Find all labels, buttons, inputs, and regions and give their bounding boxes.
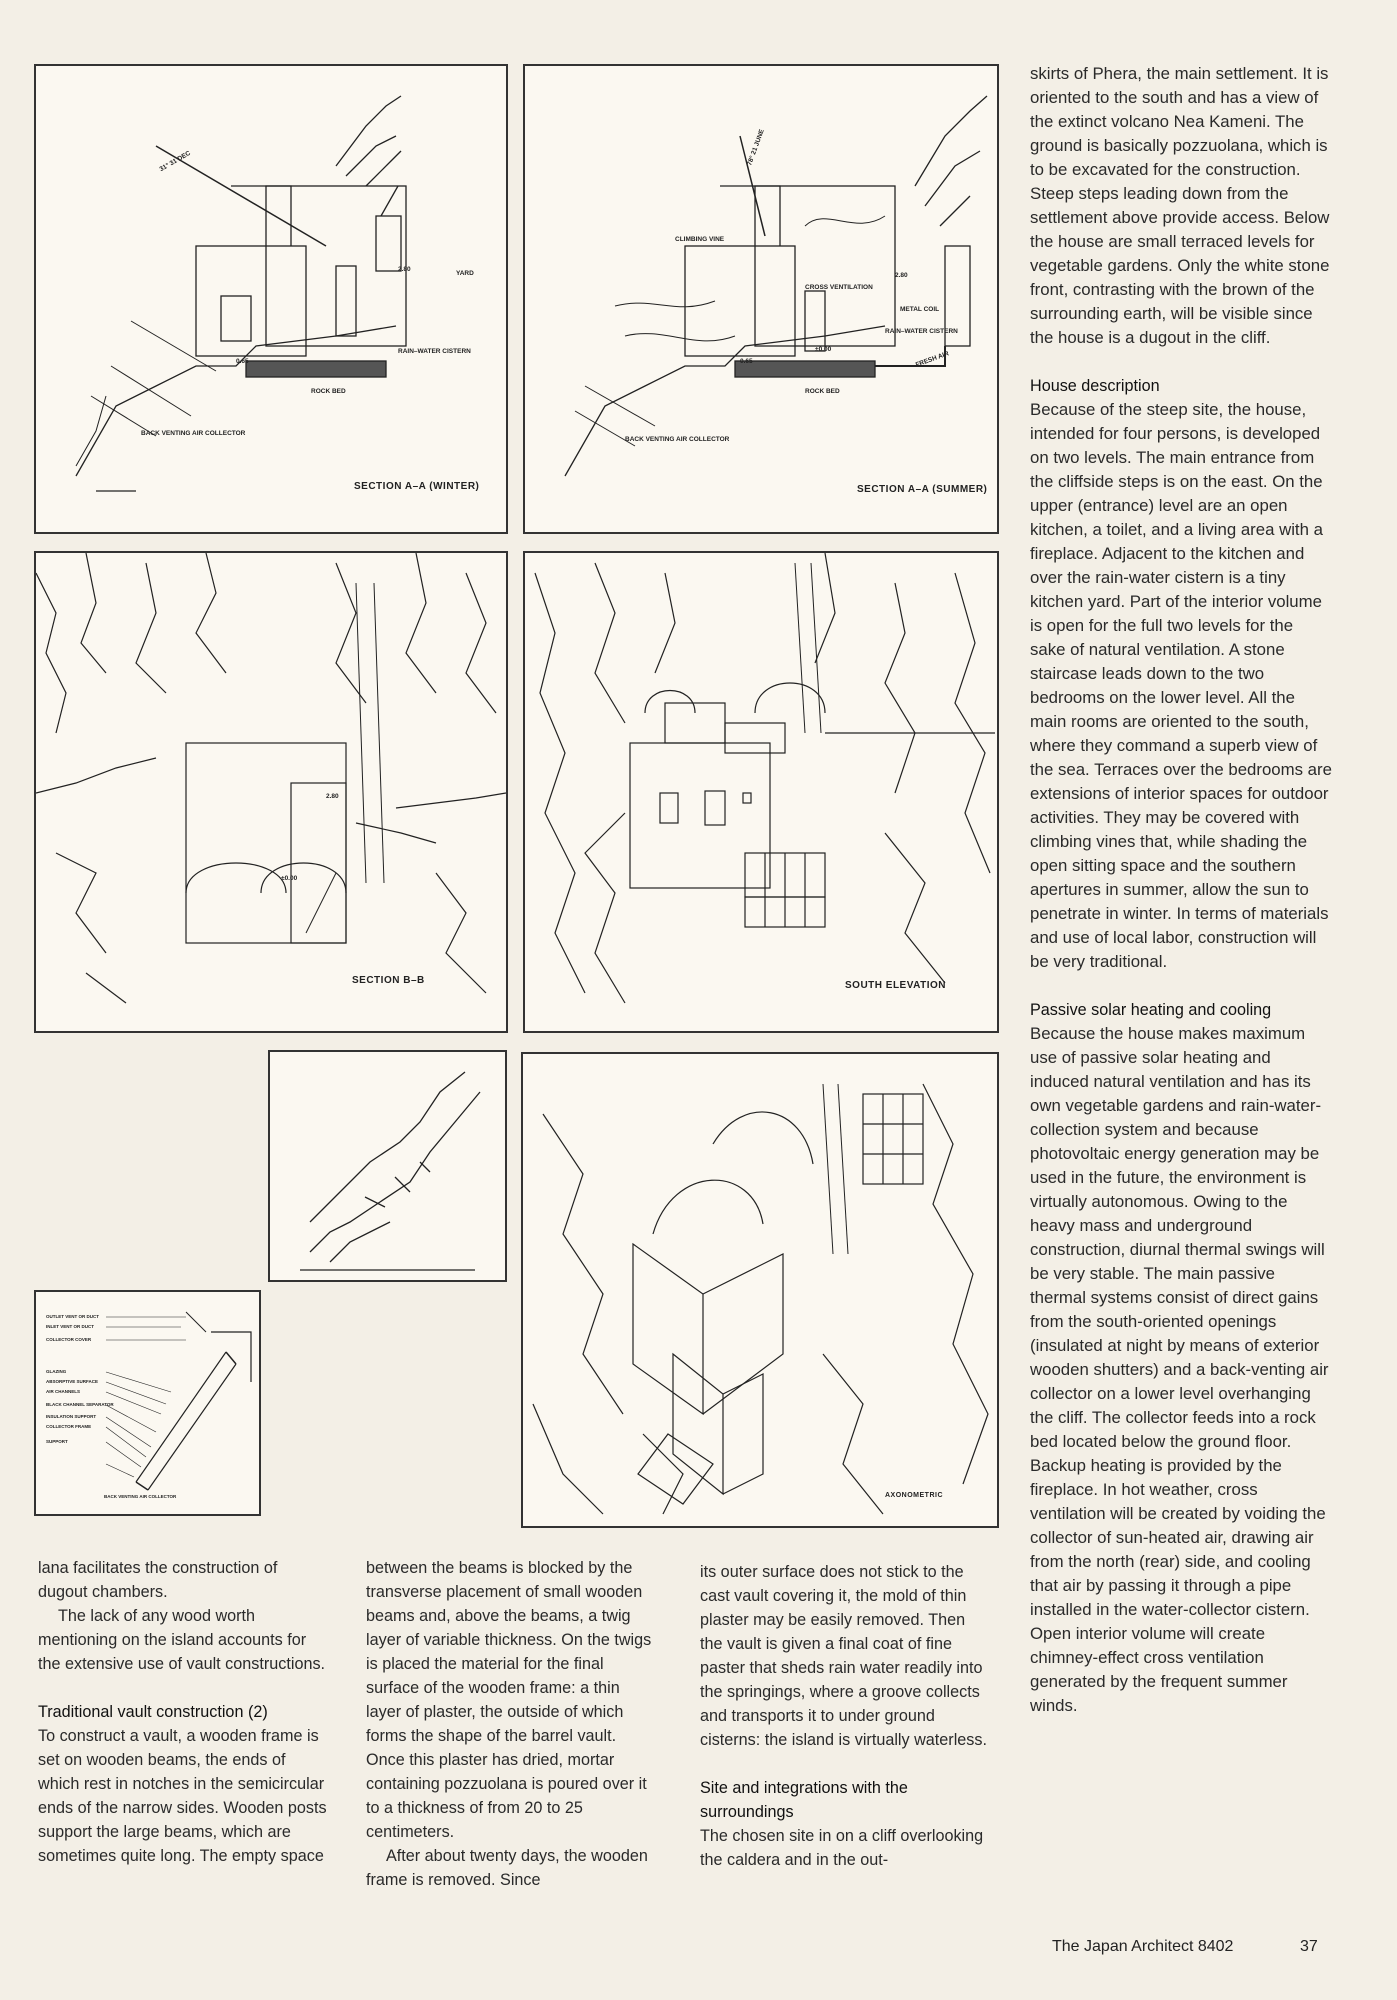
label-collector-summer: BACK VENTING AIR COLLECTOR [625,436,730,443]
paragraph: The chosen site in on a cliff overlooking the caldera and in the out- [700,1827,984,1869]
label-climbing-vine: CLIMBING VINE [675,236,725,243]
label-separator: BLACK CHANNEL SEPARATOR [46,1402,114,1407]
figure-collector-detail [34,1290,261,1516]
paragraph: After about twenty days, the wooden frame is removed. Since [366,1847,648,1889]
label-inlet: INLET VENT OR DUCT [46,1324,94,1329]
caption-axonometric: AXONOMETRIC [885,1492,943,1499]
figure-section-summer [523,64,999,534]
label-level-zero-summer: ±0.00 [815,346,832,353]
label-absorptive: ABSORPTIVE SURFACE [46,1379,99,1384]
text-column-1 [38,1556,330,1868]
label-rock-bed: ROCK BED [311,388,346,395]
figure-south-elevation [523,551,999,1033]
paragraph: its outer surface does not stick to the cast vault covering it, the mold of thin plaster may be easily removed. Then the vault is given a final coat of fine paster that sheds rain water readily into the springings, where a groove collects and transports it to under ground cisterns: the island is virtually waterless. [700,1563,987,1749]
section-bb-drawing [36,553,506,1031]
label-support: SUPPORT [46,1439,68,1444]
paragraph: between the beams is blocked by the transverse placement of small wooden beams and, above the beams, a twig layer of variable thickness. On the twigs is placed the material for the final surface of the wooden frame: a thin layer of plaster, the outside of which forms the shape of the barrel vault. Once this plaster has dried, mortar containing pozzuolana is poured over it to a thickness of from 20 to 25 centimeters. [366,1559,652,1841]
label-frame: COLLECTOR FRAME [46,1424,92,1429]
label-outlet: OUTLET VENT OR DUCT [46,1314,99,1319]
label-cistern: RAIN–WATER CISTERN [398,348,471,355]
label-level-lower-summer: 0.65 [740,358,753,365]
figure-cliff-profile [268,1050,507,1282]
label-level-upper: 2.80 [398,266,411,273]
label-level-upper-summer: 2.80 [895,272,908,279]
label-cross-ventilation: CROSS VENTILATION [805,284,873,291]
south-elevation-drawing [525,553,997,1031]
section-winter-drawing [36,66,506,532]
paragraph: The lack of any wood worth mentioning on the island accounts for the extensive use of vault constructions. [38,1607,326,1673]
label-fresh-air: FRESH AIR [914,350,950,369]
label-collector: BACK VENTING AIR COLLECTOR [141,430,246,437]
label-level-lower: 0.65 [236,358,249,365]
label-sun-summer: 78° 21 JUNE [746,128,766,167]
label-cover: COLLECTOR COVER [46,1337,92,1342]
label-bb-upper: 2.80 [326,793,339,800]
paragraph: Because of the steep site, the house, intended for four persons, is developed on two levels. The main entrance from the cliffside steps is on the east. On the upper (entrance) level are an open kitchen, a toilet, and a living area with a fireplace. Adjacent to the kitchen and over the rain-water cistern is a tiny kitchen yard. Part of the interior volume is open for the full two levels for the sake of natural ventilation. A stone staircase leads down to the two bedrooms on the lower level. All the main rooms are oriented to the south, where they command a superb view of the sea. Terraces over the bedrooms are extensions of interior spaces for outdoor activities. They may be covered with climbing vines that, while shading the open sitting space and the southern apertures in summer, allow the sun to penetrate in winter. In terms of materials and use of local labor, construction will be very traditional. [1030,400,1332,971]
section-heading: Passive solar heating and cooling [1030,1001,1272,1019]
section-heading: House description [1030,377,1160,395]
caption-section-bb: SECTION B–B [352,975,425,986]
label-collector-name: BACK VENTING AIR COLLECTOR [104,1494,177,1499]
label-yard: YARD [456,270,474,277]
label-bb-zero: ±0.00 [281,875,298,882]
label-metal-coil: METAL COIL [900,306,940,313]
section-heading: Site and integrations with the surroundings [700,1779,908,1821]
label-rock-bed-summer: ROCK BED [805,388,840,395]
axonometric-drawing [523,1054,997,1526]
label-glazing: GLAZING [46,1369,67,1374]
section-heading: Traditional vault construction (2) [38,1703,268,1721]
caption-south-elevation: SOUTH ELEVATION [845,980,947,991]
figure-axonometric [521,1052,999,1528]
paragraph: lana facilitates the construction of dugout chambers. [38,1559,278,1601]
text-column-2 [366,1556,654,1892]
page-number: 37 [1300,1938,1318,1955]
caption-section-winter: SECTION A–A (WINTER) [354,481,480,492]
label-sun-winter: 31° 31 DEC [158,149,192,174]
label-insulation: INSULATION SUPPORT [46,1414,97,1419]
text-column-4 [1030,62,1332,1718]
journal-name: The Japan Architect 8402 [1052,1938,1234,1955]
paragraph: To construct a vault, a wooden frame is set on wooden beams, the ends of which rest in notches in the semicircular ends of the narrow sides. Wooden posts support the large beams, which are sometimes quite long. The empty space [38,1727,327,1865]
cliff-profile-drawing [270,1052,505,1280]
caption-section-summer: SECTION A–A (SUMMER) [857,484,988,495]
paragraph: skirts of Phera, the main settlement. It is oriented to the south and has a view of the extinct volcano Nea Kameni. The ground is basically pozzuolana, which is to be excavated for the construction. Steep steps leading down from the settlement above provide access. Below the house are small terraced levels for vegetable gardens. Only the white stone front, contrasting with the brown of the surrounding earth, will be visible since the house is a dugout in the cliff. [1030,64,1330,347]
figure-section-bb [34,551,508,1033]
figure-section-winter [34,64,508,534]
label-air-channels: AIR CHANNELS [46,1389,81,1394]
label-cistern-summer: RAIN–WATER CISTERN [885,328,958,335]
text-column-3 [700,1560,992,1872]
paragraph: Because the house makes maximum use of passive solar heating and induced natural ventilation and has its own vegetable gardens and rain-water-collection system and because photovoltaic energy generation may be used in the future, the environment is virtually autonomous. Owing to the heavy mass and underground construction, diurnal thermal swings will be very stable. The main passive thermal systems consist of direct gains from the south-oriented openings (insulated at night by means of exterior wooden shutters) and a back-venting air collector on a lower level overhanging the cliff. The collector feeds into a rock bed located below the ground floor. Backup heating is provided by the fireplace. In hot weather, cross ventilation will be created by voiding the collector of sun-heated air, drawing air from the north (rear) side, and cooling that air by passing it through a pipe installed in the water-collector cistern. Open interior volume will create chimney-effect cross ventilation generated by the frequent summer winds. [1030,1024,1329,1715]
